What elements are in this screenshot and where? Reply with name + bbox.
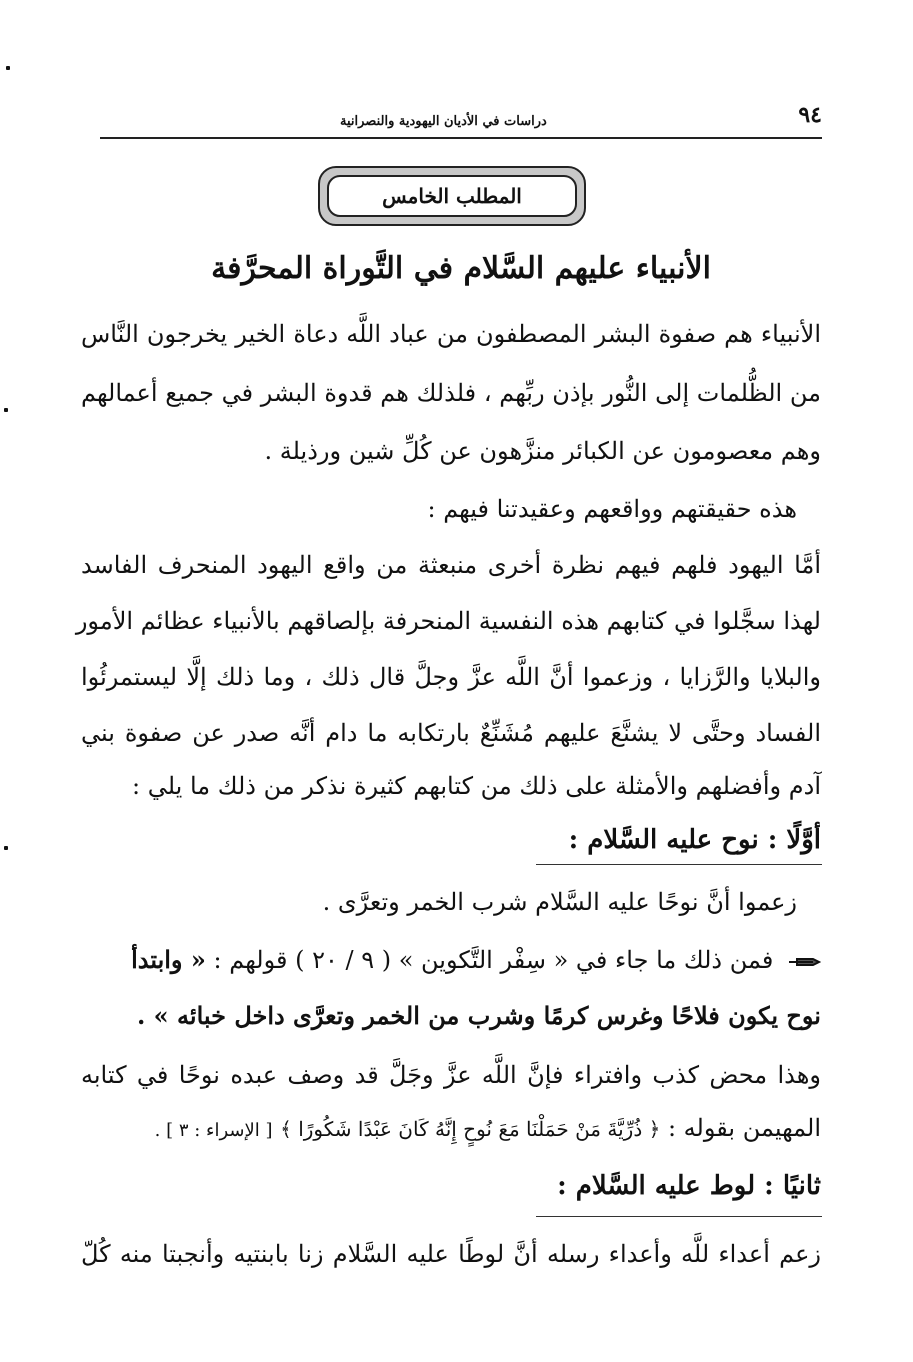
jews-line-3: والبلايا والرَّزايا ، وزعموا أنَّ اللَّه عزَّ وجلَّ قال ذلك ، وما ذلك إلَّا ليستمرئُوا	[81, 663, 821, 691]
intro-line-1: الأنبياء هم صفوة البشر المصطفون من عباد اللَّه دعاة الخير يخرجون النَّاس	[81, 320, 821, 348]
jews-line-5: آدم وأفضلهم والأمثلة على ذلك من كتابهم كثيرة نذكر من ذلك ما يلي :	[132, 772, 821, 800]
noah-quote-line-2: نوح يكون فلاحًا وغرس كرمًا وشرب من الخمر وتعرَّى داخل خبائه » .	[136, 1001, 821, 1030]
section-label-frame	[318, 166, 586, 226]
hand-pointer-icon	[787, 957, 821, 967]
running-header	[100, 100, 822, 136]
noah-quote-intro: فمن ذلك ما جاء في « سِفْر التَّكوين » ( ٩ / ٢٠ ) قولهم :	[213, 946, 774, 974]
margin-mark	[4, 408, 8, 412]
noah-rebuttal-line-1: وهذا محض كذب وافتراء فإنَّ اللَّه عزَّ وجَلَّ قد وصف عبده نوحًا في كتابه	[81, 1061, 821, 1089]
chapter-title: الأنبياء عليهم السَّلام في التَّوراة المحرَّفة	[211, 251, 711, 286]
lot-line-1: زعم أعداء للَّه وأعداء رسله أنَّ لوطًا عليه السَّلام زنا بابنتيه وأنجبتا منه كُلّ	[81, 1240, 821, 1268]
noah-rebuttal-prefix: المهيمن بقوله :	[667, 1114, 821, 1142]
margin-mark	[6, 66, 10, 70]
intro-line-2: من الظُّلمات إلى النُّور بإذن ربِّهم ، فلذلك هم قدوة البشر في جميع أعمالهم	[81, 379, 822, 407]
summary-line: هذه حقيقتهم وواقعهم وعقيدتنا فيهم :	[427, 495, 797, 523]
intro-line-3: وهم معصومون عن الكبائر منزَّهون عن كُلِّ شين ورذيلة .	[264, 437, 821, 465]
quran-reference: [ الإسراء : ٣ ] .	[154, 1120, 273, 1141]
noah-heading-underline	[536, 864, 822, 865]
noah-claim: زعموا أنَّ نوحًا عليه السَّلام شرب الخمر وتعرَّى .	[322, 888, 797, 916]
noah-quote-line-1	[81, 940, 821, 980]
section-label: المطلب الخامس	[327, 175, 577, 217]
noah-heading: أوَّلًا : نوح عليه السَّلام :	[568, 825, 821, 855]
book-title: دراسات في الأديان اليهودية والنصرانية	[340, 114, 547, 129]
lot-heading-underline	[536, 1216, 822, 1217]
page-number: ٩٤	[798, 102, 822, 128]
jews-line-4: الفساد وحتَّى لا يشنَّعَ عليهم مُشَنِّعٌ بارتكابه ما دام أنَّه صدر عن صفوة بني	[81, 719, 821, 747]
quran-verse: ﴿ ذُرِّيَّةَ مَنْ حَمَلْنَا مَعَ نُوحٍ إِنَّهُ كَانَ عَبْدًا شَكُورًا ﴾	[280, 1117, 661, 1141]
header-rule	[100, 137, 822, 139]
jews-line-1: أمَّا اليهود فلهم فيهم نظرة أخرى منبعثة من واقع اليهود المنحرف الفاسد	[81, 551, 821, 579]
margin-mark	[4, 846, 8, 850]
jews-line-2: لهذا سجَّلوا في كتابهم هذه النفسية المنحرفة بإلصاقهم بالأنبياء عظائم الأمور	[75, 607, 821, 635]
noah-quote-start: « وابتدأ	[131, 945, 206, 974]
noah-rebuttal-line-2	[81, 1108, 821, 1151]
lot-heading: ثانيًا : لوط عليه السَّلام :	[557, 1171, 821, 1201]
